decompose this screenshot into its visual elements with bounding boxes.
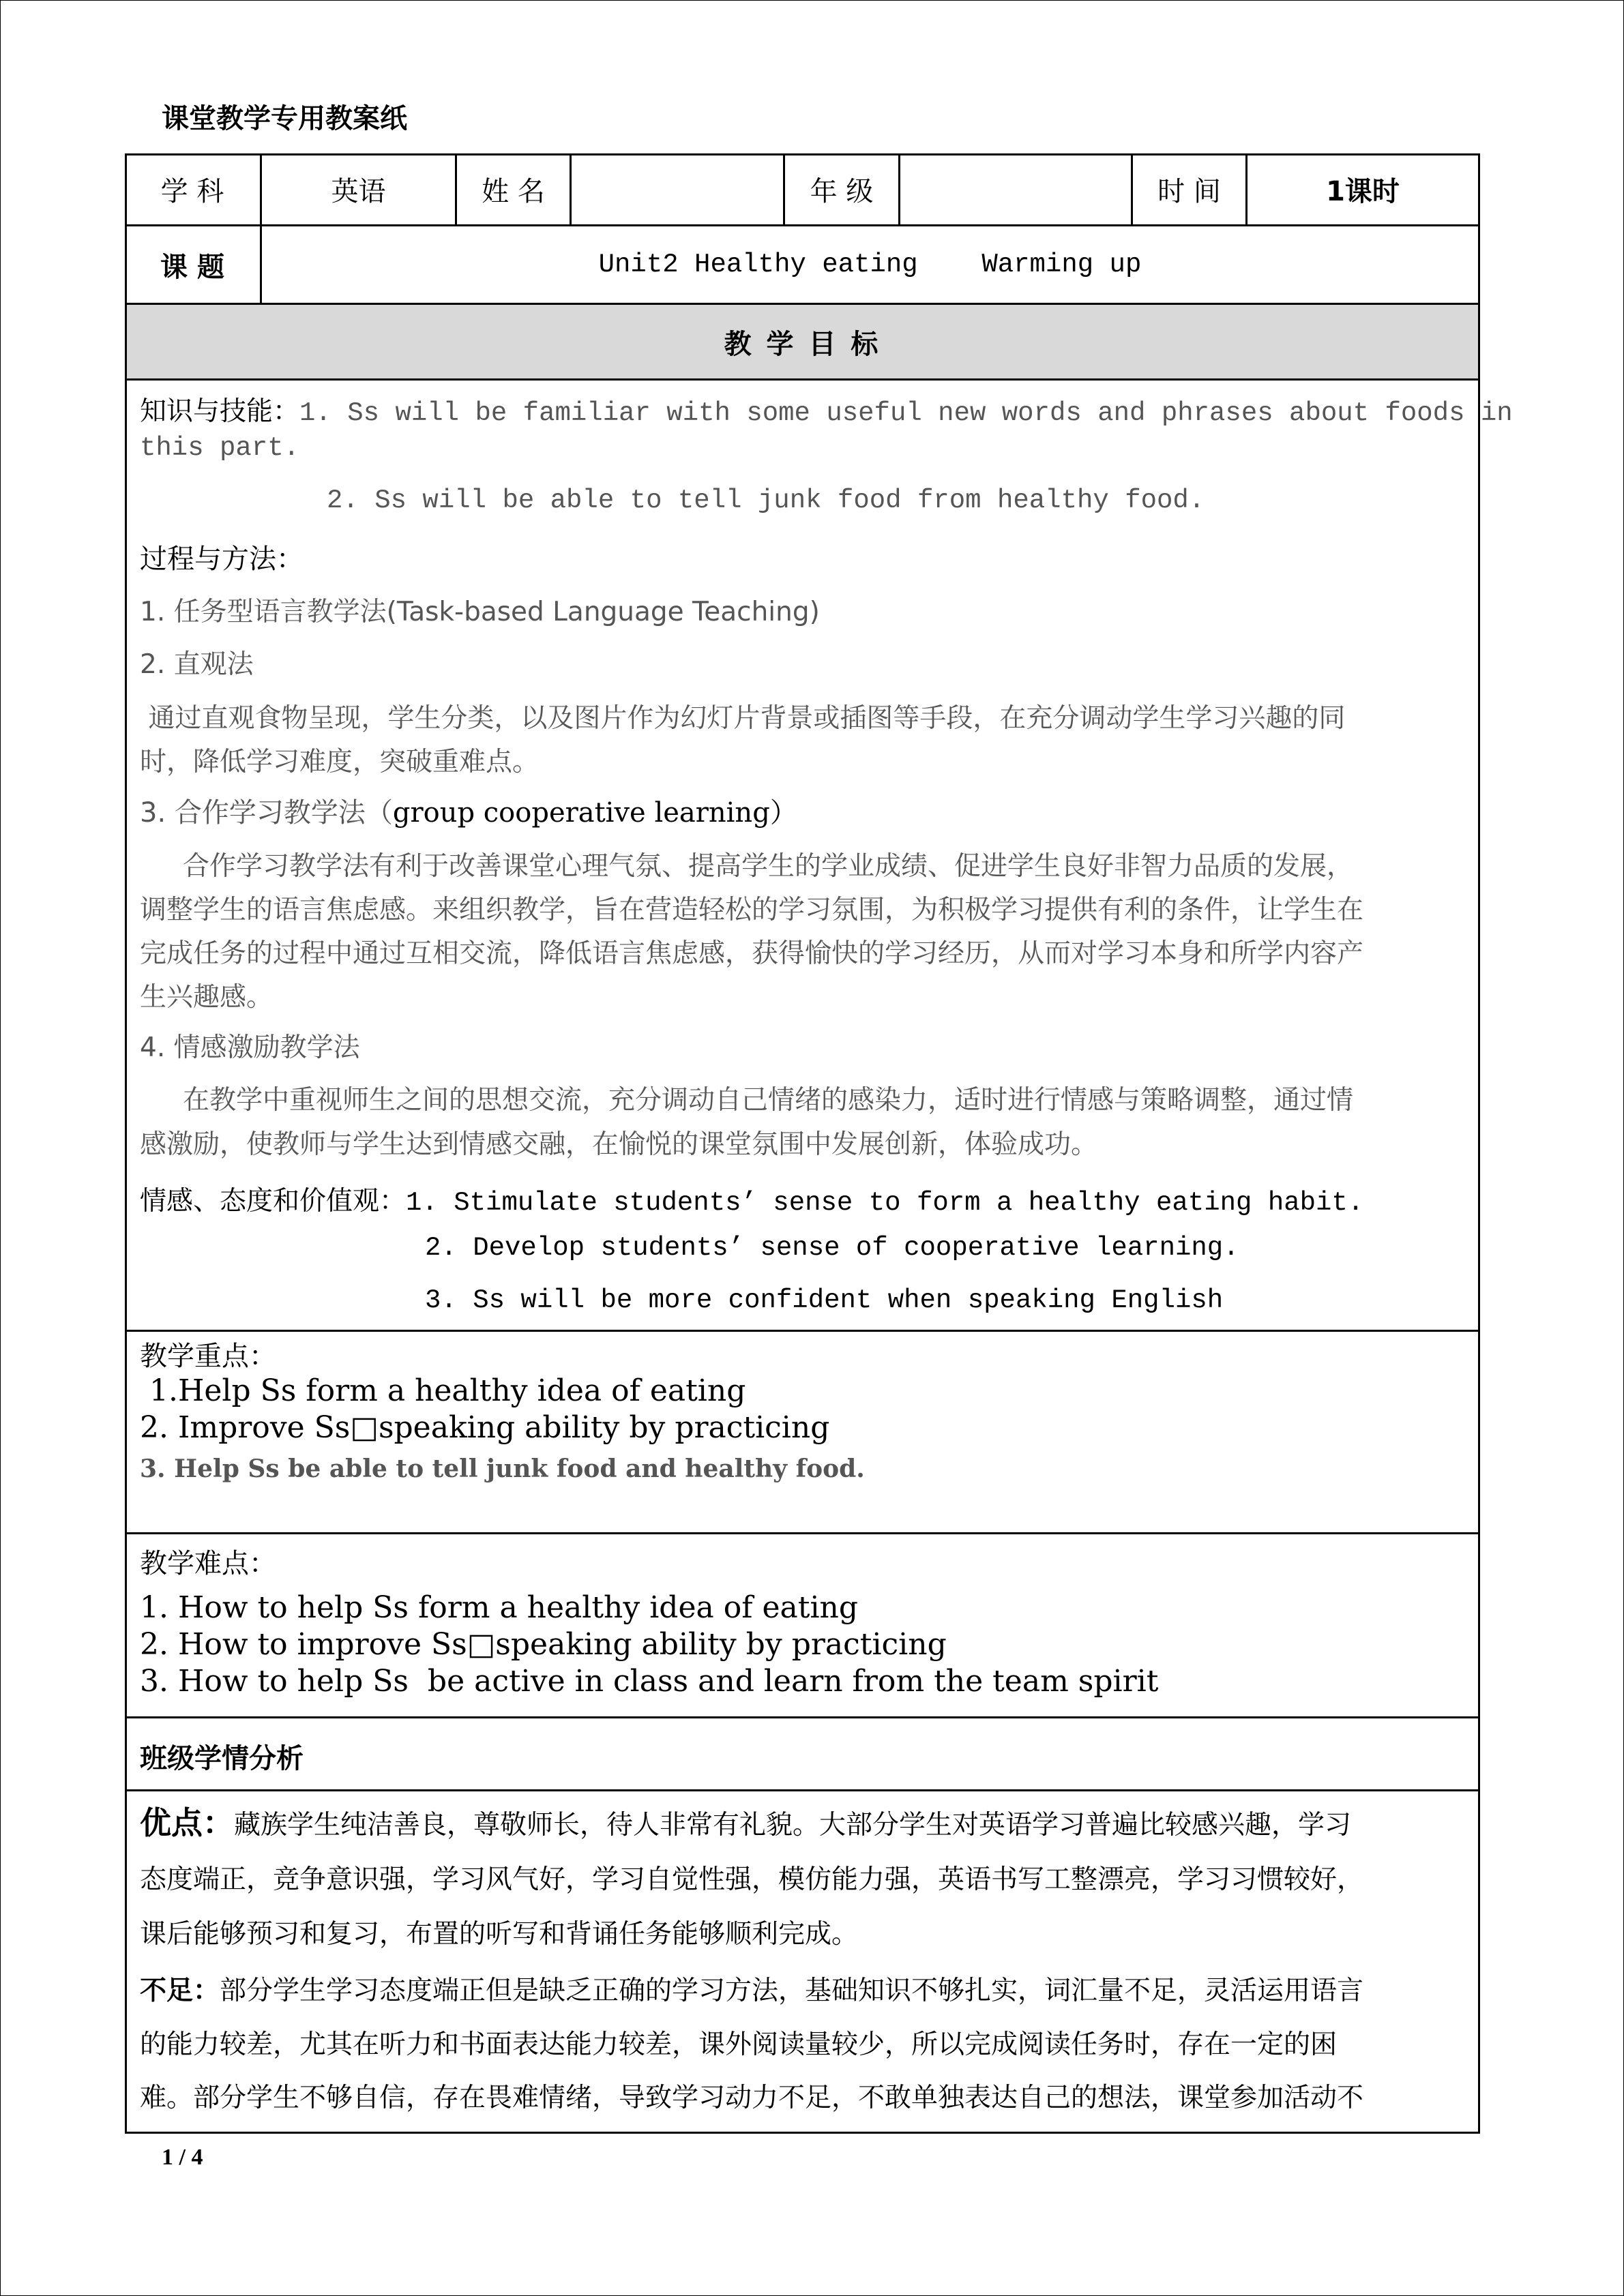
table-border-bottom [125,2132,1480,2134]
knowledge-item-1b: this part. [140,433,300,463]
knowledge-item-2: 2. Ss will be able to tell junk food from healthy food. [327,486,1205,516]
weakness-line-a [140,1969,1363,2008]
method-3-desc-a: 合作学习教学法有利于改善课堂心理气氛、提高学生的学业成绩、促进学生良好非智力品质的发展， [183,851,1354,882]
emotion-item-1: 1. Stimulate students’ sense to form a healthy eating habit. [406,1188,1364,1218]
weakness-label: 不足： [140,1976,220,2006]
topic-label: 课 题 [160,251,224,283]
method-2-desc-a: 通过直观食物呈现，学生分类，以及图片作为幻灯片背景或插图等手段，在充分调动学生学习兴趣的同 [140,703,1346,734]
difficulty-1: 1. How to help Ss form a healthy idea of eating [140,1590,859,1625]
weakness-text-b: 的能力较差，尤其在听力和书面表达能力较差，课外阅读量较少，所以完成阅读任务时，存在一定的困 [140,2029,1338,2060]
method-3 [140,791,797,830]
method-2-desc-b: 时，降低学习难度，突破重难点。 [140,747,540,777]
process-label: 过程与方法： [140,543,304,575]
weakness-text-a: 部分学生学习态度端正但是缺乏正确的学习方法，基础知识不够扎实，词汇量不足，灵活运用语言 [220,1976,1364,2006]
method-1: 1. 任务型语言教学法(Task-based Language Teaching) [140,597,820,627]
lesson-plan-table [125,153,1513,2134]
key-point-2: 2. Improve Ss□speaking ability by practicing [140,1410,830,1445]
key-points-label: 教学重点： [140,1341,276,1372]
row-divider [125,1716,1480,1718]
difficulties-label: 教学难点： [140,1548,276,1579]
row-divider [125,1789,1480,1791]
method-3-desc-c: 完成任务的过程中通过互相交流，降低语言焦虑感，获得愉快的学习经历，从而对学习本身和所学内容产 [140,938,1364,969]
time-value: 1课时 [1326,175,1400,207]
method-4-desc-b: 感激励，使教师与学生达到情感交融，在愉悦的课堂氛围中发展创新，体验成功。 [140,1129,1098,1160]
analysis-heading: 班级学情分析 [140,1743,304,1774]
table-border-right [1478,153,1480,2134]
emotion-line-1 [140,1180,1363,1218]
page-number: 1 / 4 [162,2145,203,2170]
knowledge-line-1 [140,390,1513,428]
page-title: 课堂教学专用教案纸 [162,103,407,134]
name-value [572,153,783,224]
knowledge-item-1a: 1. Ss will be familiar with some useful new words and phrases about foods in [299,398,1513,428]
difficulty-3: 3. How to help Ss be active in class and learn from the team spirit [140,1664,1159,1699]
method-3-en: group cooperative learning [392,797,770,829]
row-divider [125,1532,1480,1534]
topic-value: Unit2 Healthy eating Warming up [598,250,1142,280]
subject-label: 学 科 [160,175,224,207]
strengths-label: 优点： [140,1804,234,1841]
method-4: 4. 情感激励教学法 [140,1032,360,1063]
weakness-text-c: 难。部分学生不够自信，存在畏难情绪，导致学习动力不足，不敢单独表达自己的想法，课堂参加活动不 [140,2083,1364,2113]
method-3-desc-d: 生兴趣感。 [140,982,274,1013]
emotion-item-3: 3. Ss will be more confident when speaking English [425,1285,1224,1315]
method-3-suffix: ） [769,797,797,829]
knowledge-label: 知识与技能： [140,396,300,427]
row-divider [125,1330,1480,1332]
table-border-left [125,153,127,2134]
method-3-prefix: 3. 合作学习教学法（ [140,797,393,829]
strengths-text-a: 藏族学生纯洁善良，尊敬师长，待人非常有礼貌。大部分学生对英语学习普遍比较感兴趣，学习 [234,1810,1352,1840]
emotion-item-2: 2. Develop students’ sense of cooperative learning. [425,1233,1239,1263]
strengths-text-c: 课后能够预习和复习，布置的听写和背诵任务能够顺利完成。 [140,1919,859,1950]
strengths-line-a [140,1798,1351,1843]
method-4-desc-a: 在教学中重视师生之间的思想交流，充分调动自己情绪的感染力，适时进行情感与策略调整，通过情 [183,1085,1354,1116]
name-label: 姓 名 [482,175,545,207]
method-3-desc-b: 调整学生的语言焦虑感。来组织教学，旨在营造轻松的学习氛围，为积极学习提供有利的条件，让学生在 [140,895,1364,925]
time-label: 时 间 [1157,175,1221,207]
grade-value [900,153,1131,224]
method-2: 2. 直观法 [140,649,254,680]
row-divider [125,378,1480,381]
key-point-3: 3. Help Ss be able to tell junk food and healthy food. [140,1455,865,1483]
objectives-heading: 教 学 目 标 [724,328,881,360]
key-point-1: 1.Help Ss form a healthy idea of eating [140,1373,746,1408]
grade-label: 年 级 [810,175,874,207]
emotion-label: 情感、态度和价值观： [140,1186,407,1217]
difficulty-2: 2. How to improve Ss□speaking ability by practicing [140,1627,947,1662]
strengths-text-b: 态度端正，竞争意识强，学习风气好，学习自觉性强，模仿能力强，英语书写工整漂亮，学习习惯较好， [140,1864,1364,1895]
subject-value: 英语 [331,175,386,207]
